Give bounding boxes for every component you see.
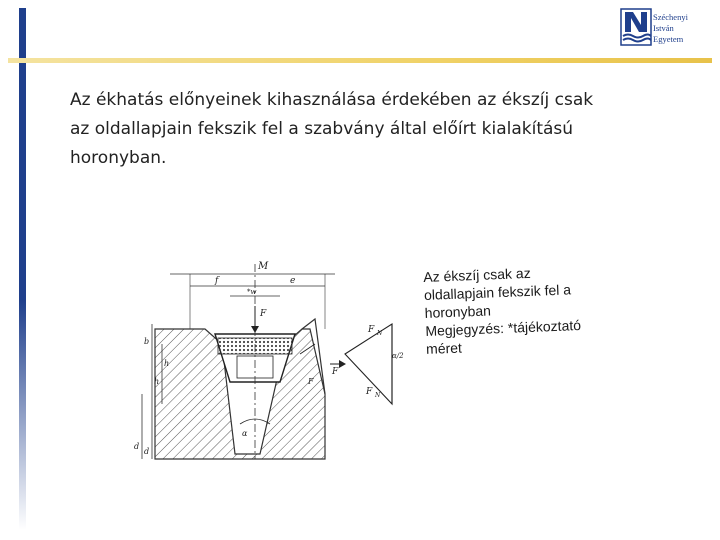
label-d: d (134, 442, 140, 451)
caption-line: Megjegyzés: *tájékoztató (425, 316, 582, 339)
label-e: e (290, 276, 296, 286)
logo-line: István (653, 23, 674, 33)
label-h: h (154, 377, 160, 386)
label-alpha: α (242, 429, 248, 438)
label-FN-right: F (308, 377, 314, 386)
diagram-caption (423, 260, 646, 358)
label-FN-sub-bottom: N (375, 392, 381, 399)
body-line: Az ékhatás előnyeinek kihasználása érdekében az ékszíj csak (70, 90, 594, 110)
university-logo (620, 8, 714, 54)
top-rule (8, 58, 712, 63)
label-F-force: F (332, 367, 339, 377)
left-accent-bar-fade (19, 300, 26, 530)
university-logo-icon (620, 8, 652, 46)
label-FN-tri-bottom: F (366, 387, 373, 397)
label-M: M (258, 261, 269, 272)
label-angle: α/2 (392, 352, 404, 360)
label-FN-sub-top: N (377, 330, 383, 337)
body-line: az oldallapjain fekszik fel a szabvány által előírt kialakítású (70, 119, 574, 139)
label-F: F (260, 309, 267, 319)
caption-line: Az ékszíj csak az (423, 264, 531, 285)
body-line: horonyban. (70, 148, 167, 168)
label-dw: d (144, 447, 150, 456)
caption-line: oldallapjain fekszik fel a (423, 281, 572, 303)
label-FN-tri-top: F (368, 325, 375, 335)
logo-line: Széchenyi (653, 12, 688, 22)
caption-line: méret (425, 339, 463, 357)
label-w: *w (247, 288, 257, 296)
logo-text (653, 12, 688, 45)
logo-line: Egyetem (653, 34, 684, 44)
label-f: f (215, 276, 219, 286)
label-b: b (144, 337, 150, 346)
caption-line: horonyban (424, 302, 492, 321)
label-hf: h (164, 359, 170, 368)
v-belt-groove-diagram (130, 244, 420, 464)
slide-body-text (70, 86, 680, 173)
